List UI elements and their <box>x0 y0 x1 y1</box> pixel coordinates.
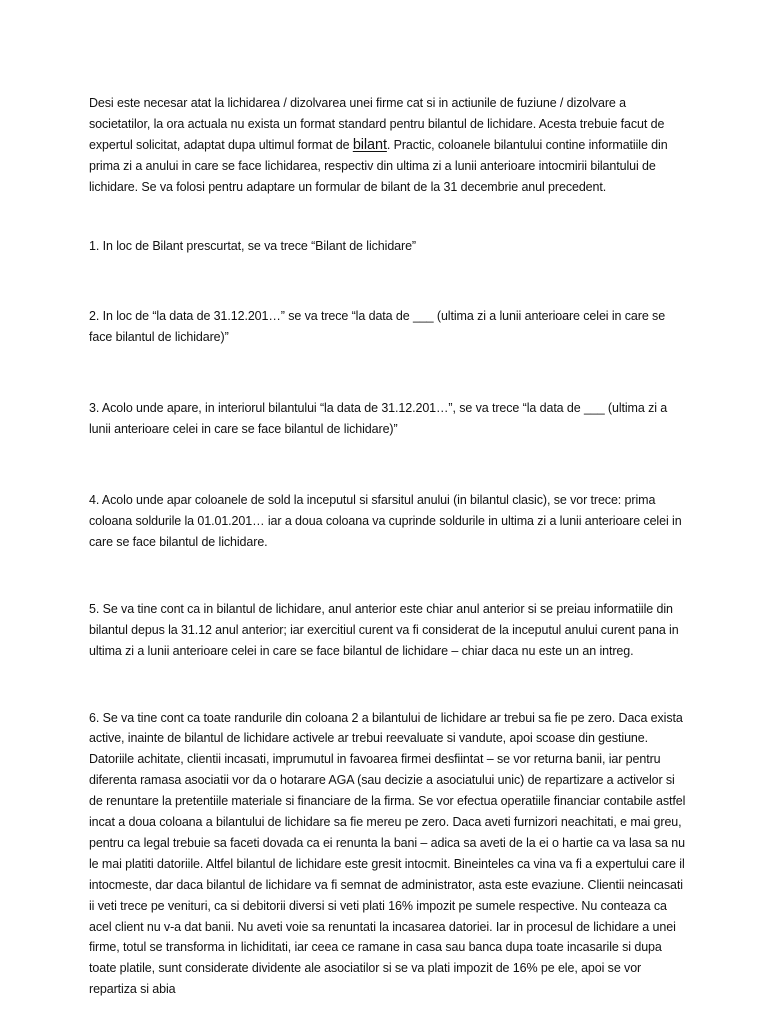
list-item-3: 3. Acolo unde apare, in interiorul bilantului “la data de 31.12.201…”, se va trece “la data de ___ (ultima zi a lunii anterioare celei in care se face bilantul de lichidare)” <box>89 401 668 437</box>
list-item-6: 6. Se va tine cont ca toate randurile din coloana 2 a bilantului de lichidare ar trebui sa fie pe zero. Daca exista active, inainte de bilantul de lichidare activele ar trebui reevaluate si vandute, apoi scoase din gestiune. Datoriile achitate, clientii incasati, imprumutul in favoarea firmei desfiintat – se vor returna banii, iar pentru diferenta ramasa asociatii vor da o hotarare AGA (sau decizie a asociatului unic) de repartizare a activelor si de renuntare la pretentiile materiale si financiare de la firma. Se vor efectua operatiile financiar contabile astfel incat a doua coloana a bilantului de lichidare sa fie mereu pe zero. Daca aveti furnizori neachitati, e mai greu, pentru ca legal trebuie sa faceti dovada ca ei renunta la bani – adica sa aveti de la ei o hartie ca va lasa sa nu le mai platiti datoriile. Altfel bilantul de lichidare este gresit intocmit. Bineinteles ca vina va fi a expertului care il intocmeste, dar daca bilantul de lichidare va fi semnat de administrator, asta este evaziune. Clientii neincasati ii veti trece pe venituri, ca si debitorii diversi si veti plati 16% impozit pe sumele respective. Nu conteaza ca acel client nu v-a dat banii. Nu aveti voie sa renuntati la incasarea datoriei. Iar in procesul de lichidare a unei firme, totul se transforma in lichiditati, iar ceea ce ramane in casa sau banca dupa toate incasarile si dupa toate platile, sunt considerate dividente ale asociatilor si se va plati impozit de 16% pe ele, apoi se vor repartiza si abia <box>89 710 686 997</box>
bilant-link[interactable]: bilant <box>352 136 387 153</box>
intro-text-start: Desi este necesar atat la lichidarea / dizolvarea unei firme cat si in actiunile de fuziune / dizolvare a societatilor, la ora actuala nu exista un format standard pentru bilantul de lichidare. Acesta trebuie facut de expertul solicitat, adaptat dupa ultimul format de <box>89 96 665 152</box>
intro-text-end: . Practic, coloanele bilantului contine informatiile din prima zi a anului in care se face lichidarea, respectiv din ultima zi a lunii anterioare intocmirii bilantului de lichidare. Se va folosi pentru adaptare un formular de bilant de la 31 decembrie anul precedent. <box>89 137 668 194</box>
list-item-2: 2. In loc de “la data de 31.12.201…” se va trece “la data de ___ (ultima zi a lunii anterioare celei in care se face bilantul de lichidare)” <box>89 309 666 345</box>
list-item-1: 1. In loc de Bilant prescurtat, se va trece “Bilant de lichidare” <box>89 238 416 253</box>
intro-paragraph <box>89 93 689 198</box>
list-item-4: 4. Acolo unde apar coloanele de sold la inceputul si sfarsitul anului (in bilantul clasic), se vor trece: prima coloana soldurile la 01.01.201… iar a doua coloana va cuprinde soldurile in ultima zi a lunii anterioare celei in care se face bilantul de lichidare. <box>89 493 682 549</box>
list-item-5: 5. Se va tine cont ca in bilantul de lichidare, anul anterior este chiar anul anterior si se preiau informatiile din bilantul depus la 31.12 anul anterior; iar exercitiul curent va fi considerat de la inceputul anului curent pana in ultima zi a lunii anterioare celei in care se face bilantul de lichidare – chiar daca nu este un an intreg. <box>89 601 679 658</box>
document-body <box>89 93 689 1000</box>
